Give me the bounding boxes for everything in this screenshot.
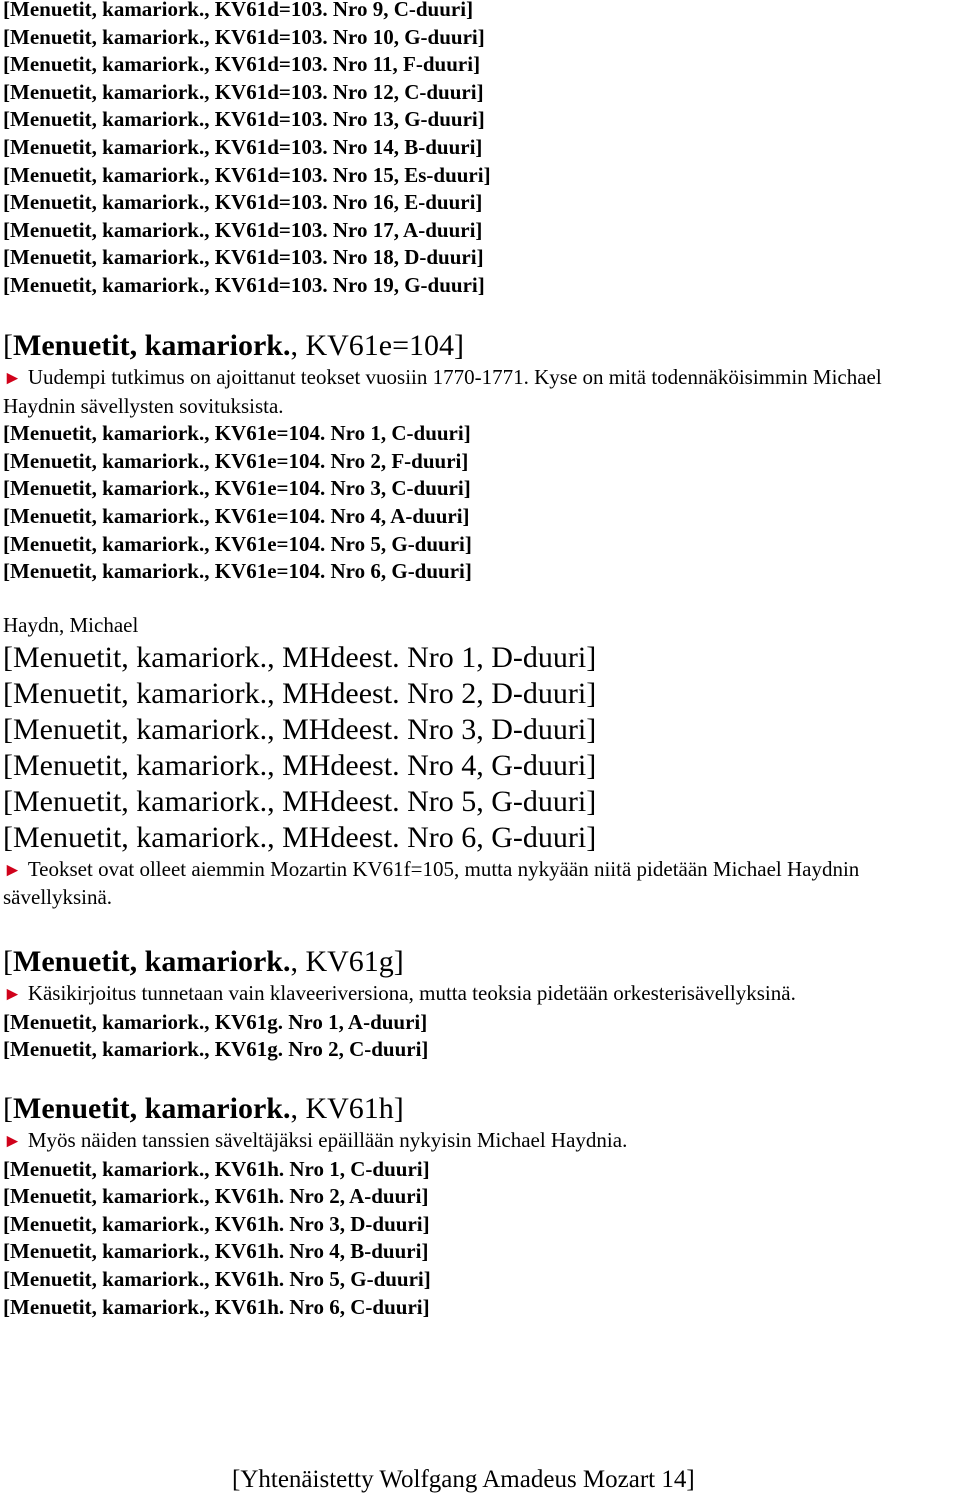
list-item: [Menuetit, kamariork., KV61d=103. Nro 9, C-duuri] (3, 0, 474, 21)
list-item: [Menuetit, kamariork., MHdeest. Nro 5, G-duuri] (3, 784, 597, 818)
section-heading: [Menuetit, kamariork., KV61h] (3, 1092, 404, 1125)
list-item: [Menuetit, kamariork., KV61h. Nro 1, C-duuri] (3, 1156, 430, 1181)
list-item: [Menuetit, kamariork., KV61d=103. Nro 18, D-duuri] (3, 245, 484, 270)
list-item: [Menuetit, kamariork., KV61e=104. Nro 5, G-duuri] (3, 531, 472, 556)
page-footer: [Yhtenäistetty Wolfgang Amadeus Mozart 14] (232, 1466, 695, 1493)
list-item: [Menuetit, kamariork., MHdeest. Nro 1, D-duuri] (3, 640, 597, 674)
list-item: [Menuetit, kamariork., KV61d=103. Nro 12, C-duuri] (3, 79, 484, 104)
list-item: [Menuetit, kamariork., KV61h. Nro 4, B-duuri] (3, 1239, 429, 1264)
list-item: [Menuetit, kamariork., KV61h. Nro 2, A-duuri] (3, 1184, 429, 1209)
triangle-marker-icon: ► (3, 368, 22, 389)
list-item: [Menuetit, kamariork., KV61e=104. Nro 3, C-duuri] (3, 476, 471, 501)
composer-name: Haydn, Michael (3, 613, 139, 637)
list-item: [Menuetit, kamariork., KV61h. Nro 5, G-duuri] (3, 1266, 431, 1291)
kv61h-section (3, 1091, 953, 1321)
list-item: [Menuetit, kamariork., KV61g. Nro 1, A-duuri] (3, 1009, 428, 1034)
section-note: ► Myös näiden tanssien säveltäjäksi epäillään nykyisin Michael Haydnia. (3, 1128, 628, 1152)
section-heading: [Menuetit, kamariork., KV61g] (3, 945, 404, 978)
triangle-marker-icon: ► (3, 1131, 22, 1152)
list-item: [Menuetit, kamariork., MHdeest. Nro 3, D-duuri] (3, 712, 597, 746)
list-item: [Menuetit, kamariork., KV61d=103. Nro 17, A-duuri] (3, 217, 483, 242)
kv61g-section (3, 944, 953, 1064)
list-item: [Menuetit, kamariork., KV61d=103. Nro 13, G-duuri] (3, 107, 485, 132)
list-item: [Menuetit, kamariork., KV61h. Nro 3, D-duuri] (3, 1211, 430, 1236)
list-item: [Menuetit, kamariork., MHdeest. Nro 4, G-duuri] (3, 748, 597, 782)
list-item: [Menuetit, kamariork., KV61d=103. Nro 19, G-duuri] (3, 272, 485, 297)
section-heading: [Menuetit, kamariork., KV61e=104] (3, 329, 465, 362)
section-note: ► Uudempi tutkimus on ajoittanut teokset vuosiin 1770-1771. Kyse on mitä todennäköisimmin Michael Haydnin sävellysten sovituksista. (3, 365, 882, 418)
list-item: [Menuetit, kamariork., KV61h. Nro 6, C-duuri] (3, 1294, 430, 1319)
list-item: [Menuetit, kamariork., KV61d=103. Nro 16, E-duuri] (3, 190, 483, 215)
list-item: [Menuetit, kamariork., KV61d=103. Nro 15, Es-duuri] (3, 162, 491, 187)
section-note: ► Teokset ovat olleet aiemmin Mozartin KV61f=105, mutta nykyään niitä pidetään Michael Haydnin sävellyksinä. (3, 856, 860, 910)
list-item: [Menuetit, kamariork., KV61d=103. Nro 10, G-duuri] (3, 24, 485, 49)
list-item: [Menuetit, kamariork., KV61g. Nro 2, C-duuri] (3, 1037, 429, 1062)
triangle-marker-icon: ► (3, 984, 22, 1005)
list-item: [Menuetit, kamariork., KV61e=104. Nro 1, C-duuri] (3, 421, 471, 446)
list-item: [Menuetit, kamariork., KV61d=103. Nro 14, B-duuri] (3, 134, 483, 159)
list-item: [Menuetit, kamariork., KV61d=103. Nro 11, F-duuri] (3, 52, 481, 77)
kv61d-list (3, 0, 491, 300)
list-item: [Menuetit, kamariork., MHdeest. Nro 6, G-duuri] (3, 820, 597, 854)
kv61e-section (3, 328, 953, 586)
list-item: [Menuetit, kamariork., KV61e=104. Nro 4, A-duuri] (3, 503, 470, 528)
list-item: [Menuetit, kamariork., KV61e=104. Nro 2, F-duuri] (3, 448, 469, 473)
list-item: [Menuetit, kamariork., MHdeest. Nro 2, D-duuri] (3, 676, 597, 710)
haydn-section (3, 612, 958, 912)
triangle-marker-icon: ► (3, 859, 22, 881)
list-item: [Menuetit, kamariork., KV61e=104. Nro 6, G-duuri] (3, 559, 472, 584)
section-note: ► Käsikirjoitus tunnetaan vain klaveeriversiona, mutta teoksia pidetään orkesterisävellyksinä. (3, 981, 796, 1005)
